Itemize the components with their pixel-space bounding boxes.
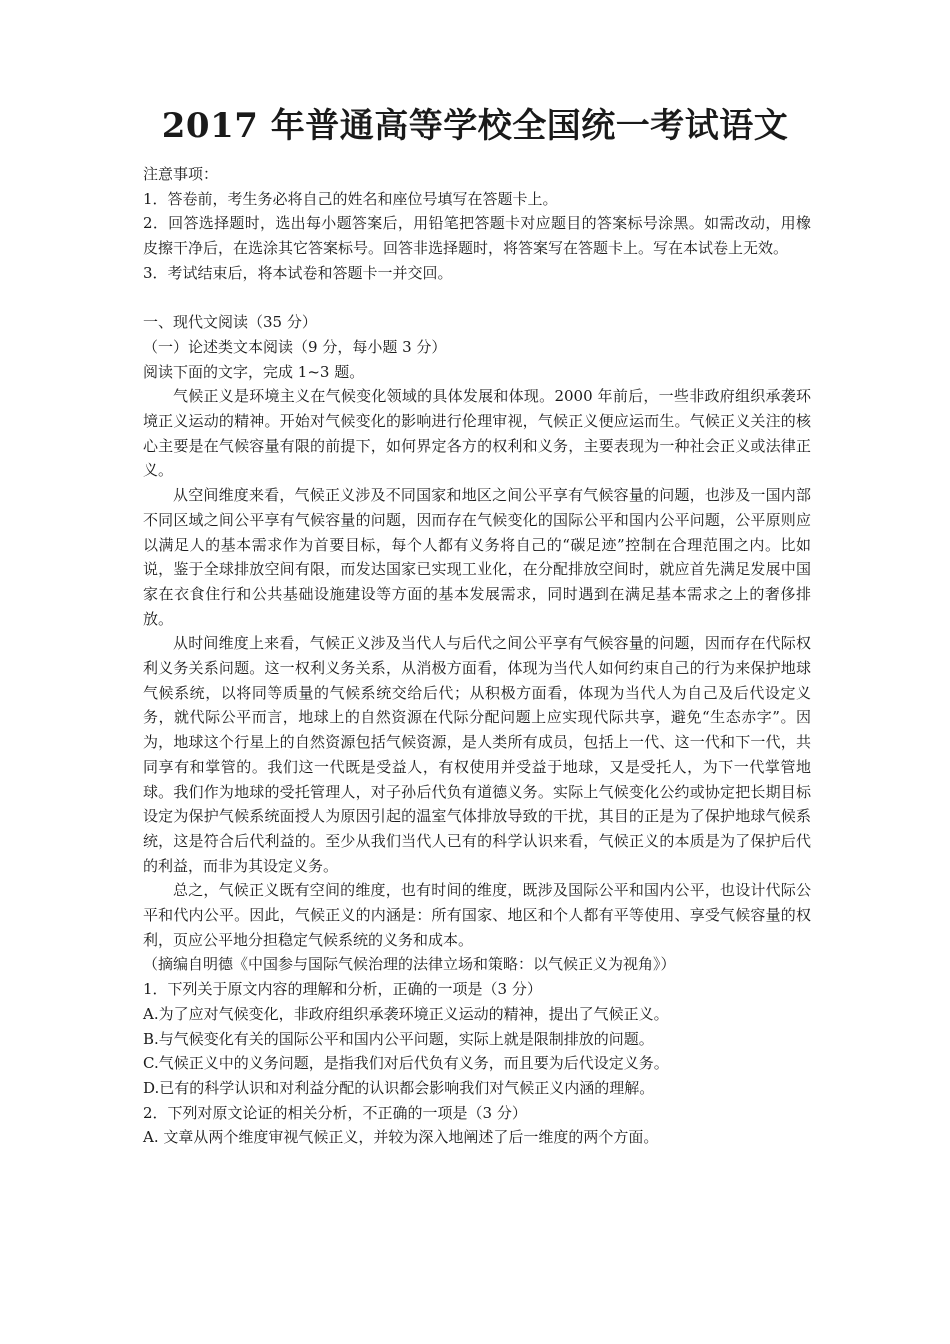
passage-paragraph: 从空间维度来看，气候正义涉及不同国家和地区之间公平享有气候容量的问题，也涉及一国内部不同区域之间公平享有气候容量的问题，因而存在气候变化的国际公平和国内公平问题，公平原则应以满足人的基本需求作为首要目标，每个人都有义务将自己的“碳足迹”控制在合理范围之内。比如说，鉴于全球排放空间有限，而发达国家已实现工业化，在分配排放空间时，就应首先满足发展中国家在衣食住行和公共基础设施建设等方面的基本发展需求，同时遇到在满足基本需求之上的奢侈排放。 <box>143 486 811 628</box>
reading-instruction: 阅读下面的文字，完成 1~3 题。 <box>143 362 365 381</box>
question-stem: 2．下列对原文论证的相关分析，不正确的一项是（3 分） <box>143 1103 527 1122</box>
blank-line <box>143 286 811 311</box>
notice-item: 1．答卷前，考生务必将自己的姓名和座位号填写在答题卡上。 <box>143 189 558 208</box>
notice-item: 2．回答选择题时，选出每小题答案后，用铅笔把答题卡对应题目的答案标号涂黑。如需改动，用橡皮擦干净后，在选涂其它答案标号。回答非选择题时，将答案写在答题卡上。写在本试卷上无效。 <box>143 214 811 258</box>
question-option: D.已有的科学认识和对利益分配的认识都会影响我们对气候正义内涵的理解。 <box>143 1079 655 1097</box>
passage-paragraph: 从时间维度上来看，气候正义涉及当代人与后代之间公平享有气候容量的问题，因而存在代际权利义务关系问题。这一权利义务关系，从消极方面看，体现为当代人如何约束自己的行为来保护地球气候系统，以将同等质量的气候系统交给后代；从积极方面看，体现为当代人为自己及后代设定义务，就代际公平而言，地球上的自然资源在代际分配问题上应实现代际共享，避免“生态赤字”。因为，地球这个行星上的自然资源包括气候资源，是人类所有成员，包括上一代、这一代和下一代，共同享有和掌管的。我们这一代既是受益人，有权使用并受益于地球，又是受托人，为下一代掌管地球。我们作为地球的受托管理人，对子孙后代负有道德义务。实际上气候变化公约或协定把长期目标设定为保护气候系统面授人为原因引起的温室气体排放导致的干扰，其目的正是为了保护地球气候系统，这是符合后代利益的。至少从我们当代人已有的科学认识来看，气候正义的本质是为了保护后代的利益，而非为其设定义务。 <box>143 634 811 875</box>
exam-body <box>143 162 811 1150</box>
question-option: C.气候正义中的义务问题，是指我们对后代负有义务，而且要为后代设定义务。 <box>143 1054 669 1073</box>
sub-section-heading: （一）论述类文本阅读（9 分，每小题 3 分） <box>143 337 447 356</box>
question-option: A. 文章从两个维度审视气候正义，并较为深入地阐述了后一维度的两个方面。 <box>143 1128 659 1147</box>
question-option: A.为了应对气候变化，非政府组织承袭环境正义运动的精神，提出了气候正义。 <box>143 1004 669 1023</box>
passage-paragraph: 气候正义是环境主义在气候变化领域的具体发展和体现。2000 年前后，一些非政府组织承袭环境正义运动的精神。开始对气候变化的影响进行伦理审视，气候正义便应运而生。气候正义关注的核心主要是在气候容量有限的前提下，如何界定各方的权利和义务，主要表现为一种社会正义或法律正义。 <box>143 387 811 480</box>
question-option: B.与气候变化有关的国际公平和国内公平问题，实际上就是限制排放的问题。 <box>143 1029 654 1048</box>
passage-source: （摘编自明德《中国参与国际气候治理的法律立场和策略：以气候正义为视角》） <box>143 955 676 974</box>
passage-paragraph: 总之，气候正义既有空间的维度，也有时间的维度，既涉及国际公平和国内公平，也设计代际公平和代内公平。因此，气候正义的内涵是：所有国家、地区和个人都有平等使用、享受气候容量的权利，页应公平地分担稳定气候系统的义务和成本。 <box>143 881 811 949</box>
notice-item: 3．考试结束后，将本试卷和答题卡一并交回。 <box>143 263 453 282</box>
exam-title: 2017 年普通高等学校全国统一考试语文 <box>161 106 789 146</box>
notice-heading: 注意事项： <box>143 165 219 183</box>
section-heading: 一、现代文阅读（35 分） <box>143 313 317 332</box>
question-stem: 1．下列关于原文内容的理解和分析，正确的一项是（3 分） <box>143 980 542 999</box>
